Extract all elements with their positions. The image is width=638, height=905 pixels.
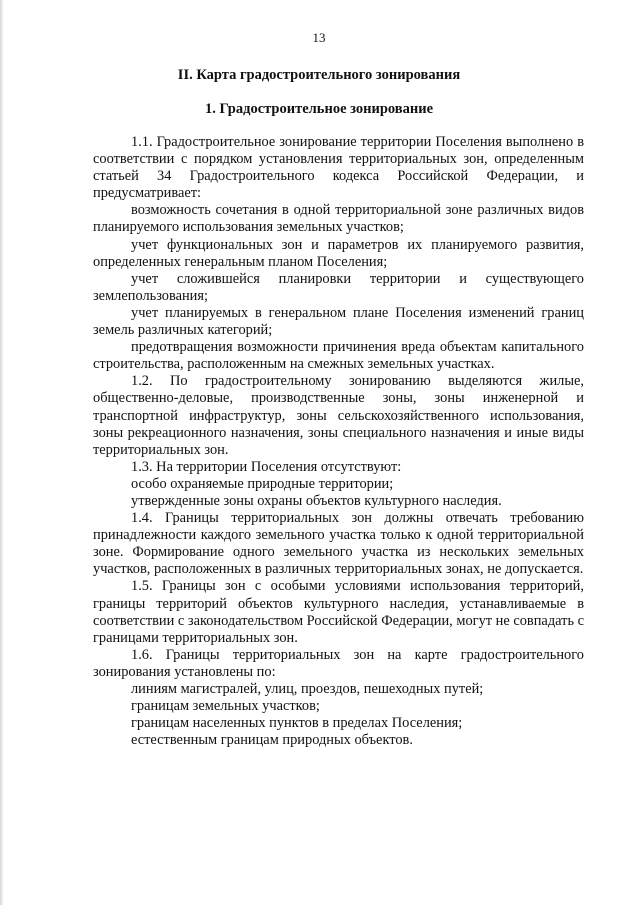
scan-edge	[0, 0, 3, 905]
paragraph-1-4: 1.4. Границы территориальных зон должны отвечать требованию принадлежности каждого земельного участка только к одной территориальной зоне. Формирование одного земельного участка из нескольких земельных участков, расположенных в различных территориальных зонах, не допускается.	[93, 510, 584, 578]
list-item: учет функциональных зон и параметров их планируемого развития, определенных генеральным планом Поселения;	[93, 236, 584, 270]
list-item: утвержденные зоны охраны объектов культурного наследия.	[131, 492, 502, 509]
list-item: особо охраняемые природные территории;	[131, 475, 394, 492]
list-item: учет планируемых в генеральном плане Поселения изменений границ земель различных категорий;	[93, 304, 584, 339]
list-item: учет сложившейся планировки территории и существующего землепользования;	[93, 270, 584, 304]
list-item: естественным границам природных объектов.	[131, 732, 413, 749]
subsection-title: 1. Градостроительное зонирование	[204, 101, 434, 117]
body-text	[93, 134, 584, 749]
paragraph-1-6: 1.6. Границы территориальных зон на карте градостроительного зонирования установлены по:	[93, 646, 584, 680]
list-item: предотвращения возможности причинения вреда объектам капитального строительства, расположенным на смежных земельных участках.	[93, 339, 584, 373]
page-number: 13	[312, 30, 326, 45]
section-title: II. Карта градостроительного зонирования	[177, 67, 461, 83]
list-item: границам земельных участков;	[131, 698, 320, 715]
paragraph-1-1: 1.1. Градостроительное зонирование территории Поселения выполнено в соответствии с порядком установления территориальных зон, определенным статьей 34 Градостроительного кодекса Российской Федерации, и предусматривает:	[93, 134, 584, 202]
list-item: границам населенных пунктов в пределах Поселения;	[131, 715, 463, 732]
paragraph-1-3: 1.3. На территории Поселения отсутствуют:	[131, 458, 402, 475]
list-item: возможность сочетания в одной территориальной зоне различных видов планируемого использования земельных участков;	[93, 202, 584, 236]
list-item: линиям магистралей, улиц, проездов, пешеходных путей;	[131, 681, 484, 697]
paragraph-1-5: 1.5. Границы зон с особыми условиями использования территорий, границы территорий объектов культурного наследия, устанавливаемые в соответствии с законодательством Российской Федерации, могут не совпадать с границами территориальных зон.	[93, 578, 584, 646]
paragraph-1-2: 1.2. По градостроительному зонированию выделяются жилые, общественно-деловые, производственные зоны, зоны инженерной и транспортной инфраструктур, зоны сельскохозяйственного использования, зоны рекреационного назначения, зоны специального назначения и иные виды территориальных зон.	[93, 373, 584, 458]
